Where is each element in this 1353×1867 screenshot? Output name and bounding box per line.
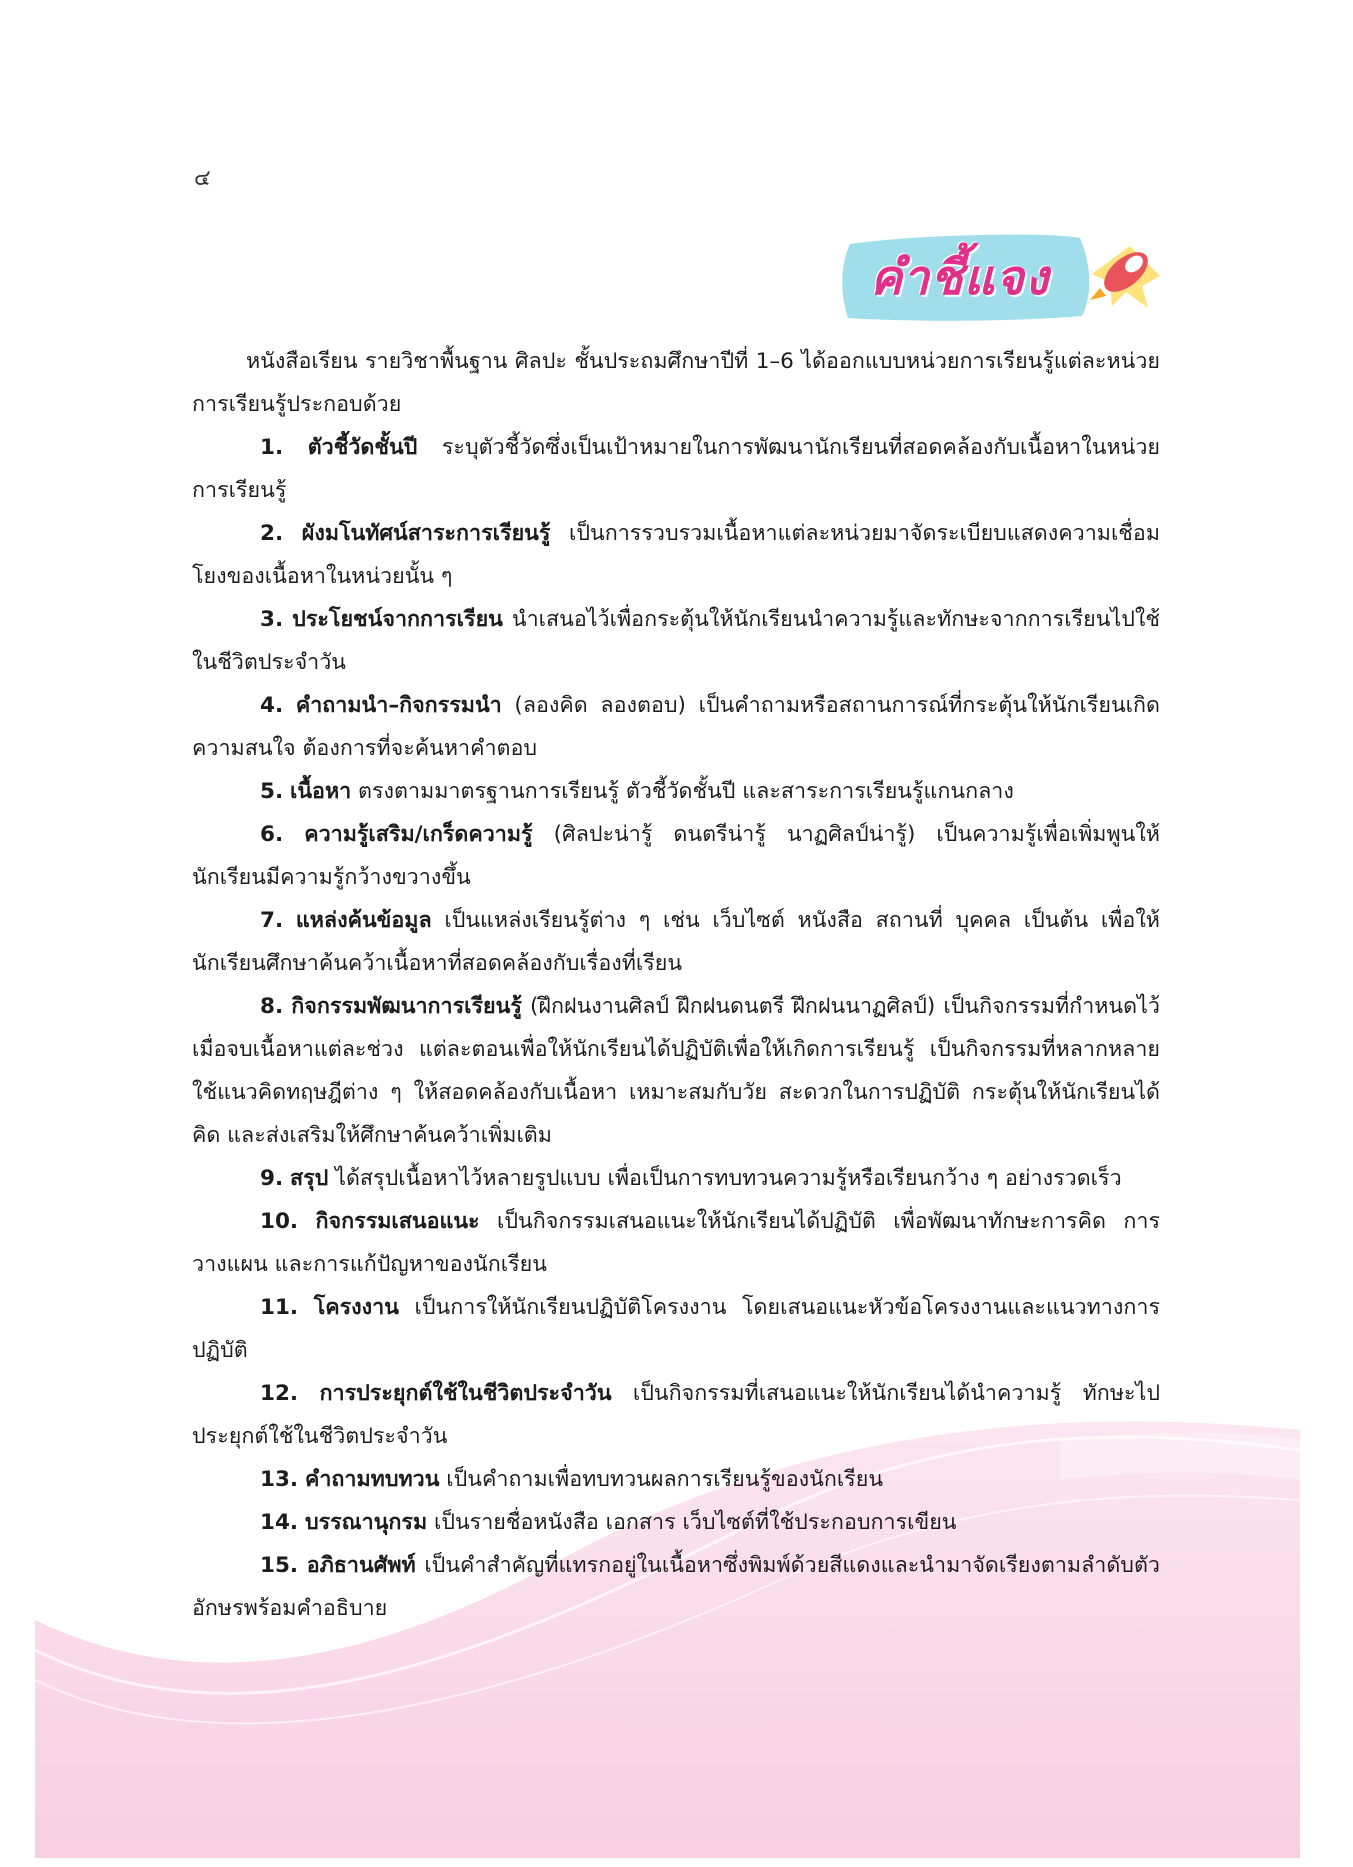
item-number: 11. [260, 1295, 299, 1320]
intro-paragraph: หนังสือเรียน รายวิชาพื้นฐาน ศิลปะ ชั้นประถมศึกษาปีที่ 1–6 ได้ออกแบบหน่วยการเรียนรู้แต่ละหน่วยการเรียนรู้ประกอบด้วย [192, 349, 1160, 417]
item-label: ผังมโนทัศน์สาระการเรียนรู้ [301, 521, 551, 546]
item-number: 4. [260, 693, 284, 718]
item-number: 8. [260, 994, 284, 1019]
item-label: สรุป [289, 1166, 329, 1191]
list-item [192, 512, 1160, 598]
list-item [192, 1372, 1160, 1458]
item-text: เป็นการรวบรวมเนื้อหาแต่ละหน่วยมาจัดระเบียบแสดงความเชื่อมโยงของเนื้อหาในหน่วยนั้น ๆ [192, 521, 1160, 589]
list-item [192, 985, 1160, 1157]
item-text: ตรงตามมาตรฐานการเรียนรู้ ตัวชี้วัดชั้นปี และสาระการเรียนรู้แกนกลาง [351, 779, 1014, 804]
list-item [192, 1200, 1160, 1286]
item-number: 3. [260, 607, 284, 632]
item-text: ระบุตัวชี้วัดซึ่งเป็นเป้าหมายในการพัฒนานักเรียนที่สอดคล้องกับเนื้อหาในหน่วยการเรียนรู้ [192, 435, 1160, 503]
list-item [192, 1157, 1160, 1200]
list-item [192, 899, 1160, 985]
item-number: 13. [260, 1467, 299, 1492]
item-label: กิจกรรมพัฒนาการเรียนรู้ [291, 994, 522, 1019]
item-label: แหล่งค้นข้อมูล [295, 908, 432, 933]
item-text: (ลองคิด ลองตอบ) เป็นคำถามหรือสถานการณ์ที่กระตุ้นให้นักเรียนเกิดความสนใจ ต้องการที่จะค้นหาคำตอบ [192, 693, 1160, 761]
item-label: ความรู้เสริม/เกร็ดความรู้ [304, 822, 533, 847]
item-number: 1. [260, 435, 284, 460]
item-text: เป็นคำสำคัญที่แทรกอยู่ในเนื้อหาซึ่งพิมพ์ด้วยสีแดงและนำมาจัดเรียงตามลำดับตัวอักษรพร้อมคำอธิบาย [192, 1553, 1160, 1621]
list-item [192, 598, 1160, 684]
item-number: 15. [260, 1553, 299, 1578]
item-label: ตัวชี้วัดชั้นปี [307, 435, 418, 460]
list-item [192, 1458, 1160, 1501]
item-number: 5. [260, 779, 284, 804]
item-text: เป็นกิจกรรมที่เสนอแนะให้นักเรียนได้นำความรู้ ทักษะไปประยุกต์ใช้ในชีวิตประจำวัน [192, 1381, 1160, 1449]
item-text: ได้สรุปเนื้อหาไว้หลายรูปแบบ เพื่อเป็นการทบทวนความรู้หรือเรียนกว้าง ๆ อย่างรวดเร็ว [328, 1166, 1122, 1191]
item-text: เป็นคำถามเพื่อทบทวนผลการเรียนรู้ของนักเรียน [439, 1467, 884, 1492]
item-label: บรรณานุกรม [304, 1510, 428, 1535]
item-text: (ฝึกฝนงานศิลป์ ฝึกฝนดนตรี ฝึกฝนนาฏศิลป์) เป็นกิจกรรมที่กำหนดไว้เมื่อจบเนื้อหาแต่ละช่วง แต่ละตอนเพื่อให้นักเรียนได้ปฏิบัติเพื่อให้เกิดการเรียนรู้ เป็นกิจกรรมที่หลากหลาย ใช้แนวคิดทฤษฎีต่าง ๆ ให้สอดคล้องกับเนื้อหา เหมาะสมกับวัย สะดวกในการปฏิบัติ กระตุ้นให้นักเรียนได้คิด และส่งเสริมให้ศึกษาค้นคว้าเพิ่มเติม [192, 994, 1160, 1148]
item-number: 9. [260, 1166, 284, 1191]
item-text: เป็นแหล่งเรียนรู้ต่าง ๆ เช่น เว็บไซต์ หนังสือ สถานที่ บุคคล เป็นต้น เพื่อให้นักเรียนศึกษาค้นคว้าเนื้อหาที่สอดคล้องกับเรื่องที่เรียน [192, 908, 1160, 976]
list-item [192, 426, 1160, 512]
item-number: 7. [260, 908, 284, 933]
page-number: ๔ [194, 166, 211, 191]
item-label: กิจกรรมเสนอแนะ [315, 1209, 480, 1234]
rocket-icon [1090, 245, 1160, 308]
item-number: 6. [260, 822, 284, 847]
item-number: 12. [260, 1381, 299, 1406]
item-label: คำถามนำ–กิจกรรมนำ [295, 693, 502, 718]
list-item [192, 1501, 1160, 1544]
item-label: การประยุกต์ใช้ในชีวิตประจำวัน [319, 1381, 612, 1406]
item-number: 2. [260, 521, 284, 546]
item-text: เป็นการให้นักเรียนปฏิบัติโครงงาน โดยเสนอแนะหัวข้อโครงงานและแนวทางการปฏิบัติ [192, 1295, 1160, 1363]
item-text: (ศิลปะน่ารู้ ดนตรีน่ารู้ นาฏศิลป์น่ารู้) เป็นความรู้เพื่อเพิ่มพูนให้นักเรียนมีความรู้กว้างขวางขึ้น [192, 822, 1160, 890]
item-number: 14. [260, 1510, 299, 1535]
item-text: นำเสนอไว้เพื่อกระตุ้นให้นักเรียนนำความรู้และทักษะจากการเรียนไปใช้ในชีวิตประจำวัน [192, 607, 1160, 675]
list-item [192, 1286, 1160, 1372]
document-body [192, 340, 1160, 1630]
item-number: 10. [260, 1209, 299, 1234]
item-label: ประโยชน์จากการเรียน [292, 607, 503, 632]
item-text: เป็นรายชื่อหนังสือ เอกสาร เว็บไซต์ที่ใช้ประกอบการเขียน [427, 1510, 957, 1535]
list-item [192, 770, 1160, 813]
list-item [192, 1544, 1160, 1630]
list-item [192, 813, 1160, 899]
item-label: เนื้อหา [289, 779, 352, 804]
item-label: อภิธานศัพท์ [306, 1553, 416, 1578]
page-title: คำชี้แจง [870, 250, 1050, 306]
list-item [192, 684, 1160, 770]
item-label: โครงงาน [313, 1295, 399, 1320]
item-label: คำถามทบทวน [304, 1467, 440, 1492]
item-text: เป็นกิจกรรมเสนอแนะให้นักเรียนได้ปฏิบัติ เพื่อพัฒนาทักษะการคิด การวางแผน และการแก้ปัญหาของนักเรียน [192, 1209, 1160, 1277]
